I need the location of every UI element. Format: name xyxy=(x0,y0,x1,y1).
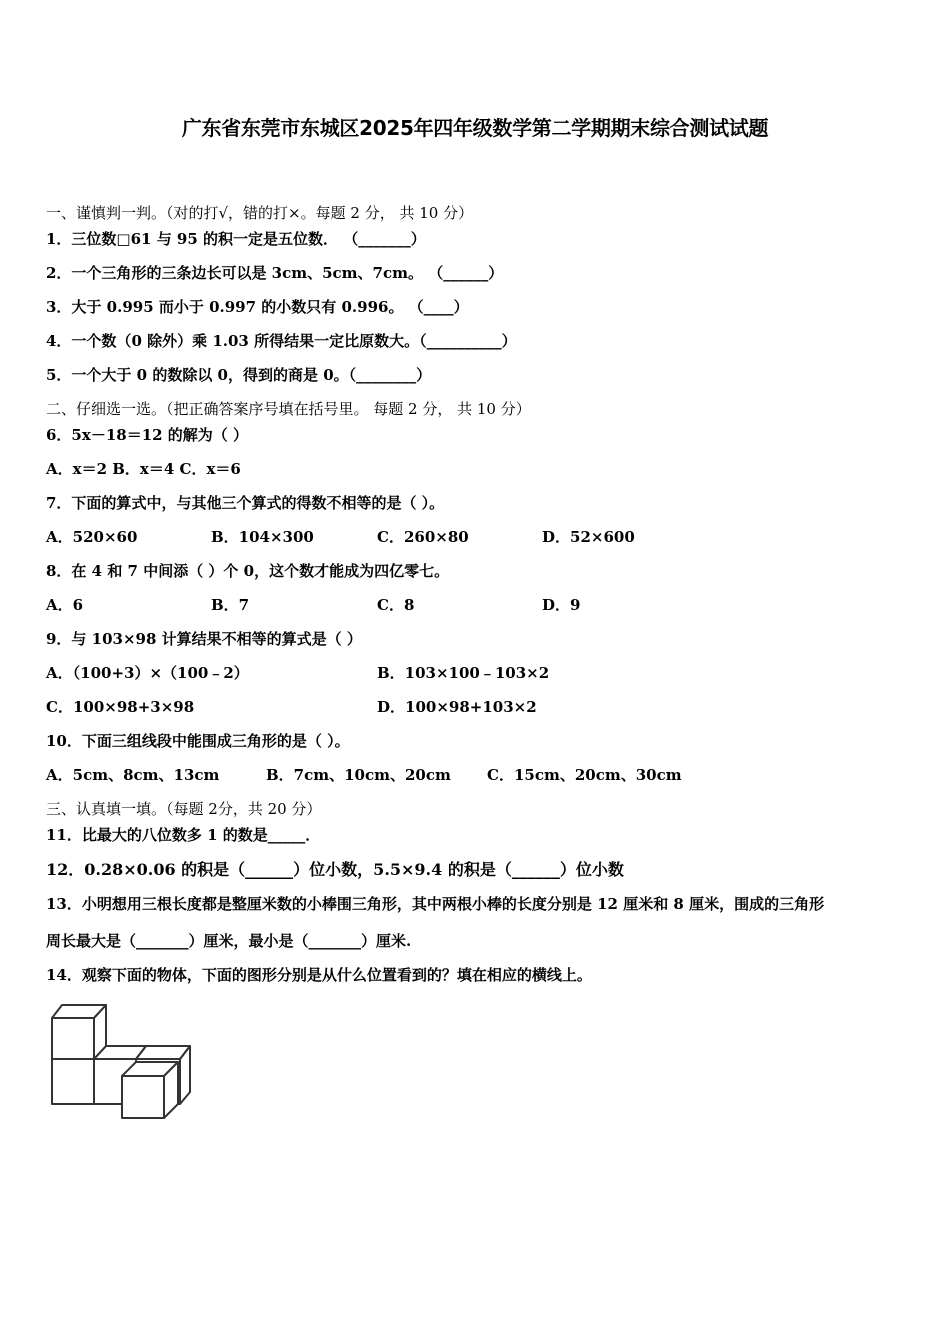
question-12: 12．0.28×0.06 的积是（______）位小数，5.5×9.4 的积是（______）位小数 xyxy=(46,860,624,879)
question-8: 8．在 4 和 7 中间添（ ）个 0，这个数才能成为四亿零七。 xyxy=(46,562,450,580)
question-13-line-2: 周长最大是（_______）厘米，最小是（_______）厘米. xyxy=(46,932,412,950)
section-3-heading: 三、认真填一填。（每题 2分，共 20 分） xyxy=(46,800,322,818)
option-10a: A．5cm、8cm、13cm xyxy=(46,766,220,784)
question-14: 14．观察下面的物体，下面的图形分别是从什么位置看到的？填在相应的横线上。 xyxy=(46,966,592,984)
option-7a: A．520×60 xyxy=(46,528,138,546)
option-9c: C．100×98+3×98 xyxy=(46,698,195,716)
bottom-left-cube-front xyxy=(52,1059,94,1104)
question-9: 9．与 103×98 计算结果不相等的算式是（ ） xyxy=(46,630,362,648)
question-10: 10．下面三组线段中能围成三角形的是（ ）。 xyxy=(46,732,350,750)
option-10c: C．15cm、20cm、30cm xyxy=(487,766,682,784)
question-11: 11．比最大的八位数多 1 的数是_____． xyxy=(46,826,321,844)
front-cube-front xyxy=(122,1076,164,1118)
top-cube-front xyxy=(52,1018,94,1059)
option-7d: D．52×600 xyxy=(542,528,635,546)
question-5: 5．一个大于 0 的数除以 0，得到的商是 0。（________） xyxy=(46,366,432,384)
page-title: 广东省东莞市东城区2025年四年级数学第二学期期末综合测试试题 xyxy=(181,116,769,140)
question-6-options: A．x＝2 B．x＝4 C．x＝6 xyxy=(46,460,241,478)
section-1-heading: 一、谨慎判一判。（对的打√，错的打×。每题 2 分， 共 10 分） xyxy=(46,204,474,222)
option-8a: A．6 xyxy=(46,596,84,614)
question-6: 6．5x－18＝12 的解为（ ） xyxy=(46,426,249,444)
option-9b: B．103×100﹣103×2 xyxy=(377,664,550,682)
question-13-line-1: 13．小明想用三根长度都是整厘米数的小棒围三角形，其中两根小棒的长度分别是 12 厘米和 8 厘米，围成的三角形 xyxy=(46,895,825,913)
top-cube-top xyxy=(52,1005,106,1018)
option-8c: C．8 xyxy=(377,596,415,614)
question-2: 2．一个三角形的三条边长可以是 3cm、5cm、7cm。 （______） xyxy=(46,264,504,282)
option-9d: D．100×98+103×2 xyxy=(377,698,537,716)
top-cube-side xyxy=(94,1005,106,1059)
option-8b: B．7 xyxy=(211,596,250,614)
question-7: 7．下面的算式中，与其他三个算式的得数不相等的是（ ）。 xyxy=(46,494,445,512)
option-9a: A．（100+3）×（100﹣2） xyxy=(46,664,249,682)
question-4: 4．一个数（0 除外）乘 1.03 所得结果一定比原数大。（__________） xyxy=(46,332,517,350)
option-8d: D．9 xyxy=(542,596,581,614)
option-10b: B．7cm、10cm、20cm xyxy=(266,766,451,784)
back-cube-side xyxy=(180,1046,190,1104)
option-7c: C．260×80 xyxy=(377,528,469,546)
question-3: 3．大于 0.995 而小于 0.997 的小数只有 0.996。 （____） xyxy=(46,298,469,316)
stacked-cubes-figure xyxy=(46,1000,196,1122)
option-7b: B．104×300 xyxy=(211,528,314,546)
section-2-heading: 二、仔细选一选。（把正确答案序号填在括号里。 每题 2 分， 共 10 分） xyxy=(46,400,531,418)
question-1: 1．三位数□61 与 95 的积一定是五位数． （_______） xyxy=(46,230,426,248)
